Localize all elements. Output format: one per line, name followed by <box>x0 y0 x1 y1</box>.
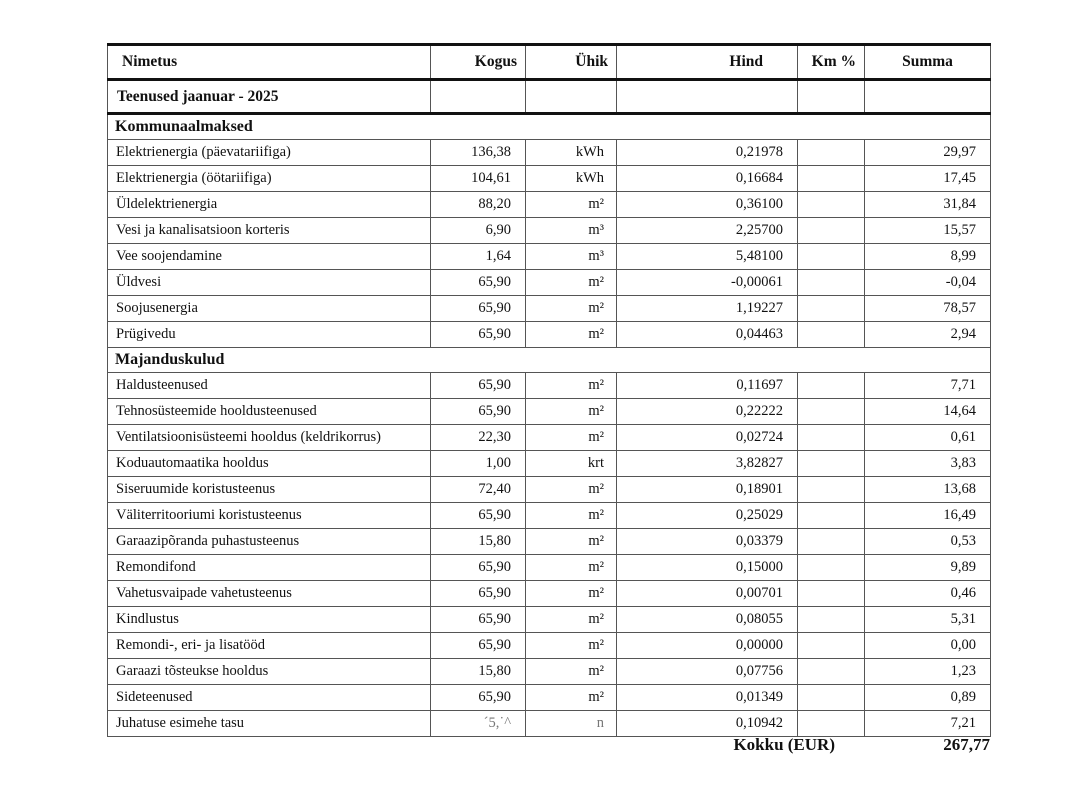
section-title: Kommunaalmaksed <box>108 114 991 140</box>
total-value: 267,77 <box>943 735 990 754</box>
item-price: 0,00000 <box>617 633 798 659</box>
item-vat <box>798 659 865 685</box>
invoice-table <box>107 43 991 737</box>
item-quantity: 65,90 <box>431 685 526 711</box>
item-sum: 16,49 <box>865 503 991 529</box>
total-label: Kokku (EUR) <box>733 735 835 754</box>
item-name: Juhatuse esimehe tasu <box>108 711 431 737</box>
item-vat <box>798 270 865 296</box>
item-quantity: 15,80 <box>431 529 526 555</box>
item-sum: 15,57 <box>865 218 991 244</box>
item-name: Väliterritooriumi koristusteenus <box>108 503 431 529</box>
item-unit: m² <box>526 503 617 529</box>
table-row <box>108 140 991 166</box>
item-name: Üldelektrienergia <box>108 192 431 218</box>
item-quantity: 65,90 <box>431 555 526 581</box>
item-name: Sideteenused <box>108 685 431 711</box>
item-name: Vesi ja kanalisatsioon korteris <box>108 218 431 244</box>
item-vat <box>798 503 865 529</box>
item-vat <box>798 685 865 711</box>
item-unit: m² <box>526 581 617 607</box>
item-price: 2,25700 <box>617 218 798 244</box>
item-sum: 8,99 <box>865 244 991 270</box>
table-row <box>108 244 991 270</box>
item-sum: 7,21 <box>865 711 991 737</box>
item-quantity: 72,40 <box>431 477 526 503</box>
period-row <box>108 80 991 114</box>
item-unit: m² <box>526 270 617 296</box>
item-name: Vee soojendamine <box>108 244 431 270</box>
item-quantity: 1,64 <box>431 244 526 270</box>
item-sum: 0,53 <box>865 529 991 555</box>
item-quantity: 104,61 <box>431 166 526 192</box>
item-sum: 7,71 <box>865 373 991 399</box>
table-row <box>108 477 991 503</box>
item-sum: 9,89 <box>865 555 991 581</box>
table-row <box>108 685 991 711</box>
item-price: 0,00701 <box>617 581 798 607</box>
table-row <box>108 451 991 477</box>
table-header-row <box>108 45 991 80</box>
item-quantity: 65,90 <box>431 633 526 659</box>
item-vat <box>798 399 865 425</box>
item-sum: 1,23 <box>865 659 991 685</box>
item-name: Üldvesi <box>108 270 431 296</box>
item-unit: m² <box>526 685 617 711</box>
item-unit: m³ <box>526 218 617 244</box>
item-sum: 3,83 <box>865 451 991 477</box>
item-price: 0,11697 <box>617 373 798 399</box>
section-header-row <box>108 348 991 373</box>
item-unit: kWh <box>526 166 617 192</box>
item-vat <box>798 244 865 270</box>
item-vat <box>798 581 865 607</box>
table-row <box>108 399 991 425</box>
item-price: 0,01349 <box>617 685 798 711</box>
item-vat <box>798 140 865 166</box>
column-header-name: Nimetus <box>108 45 431 80</box>
item-sum: 14,64 <box>865 399 991 425</box>
section-header-row <box>108 114 991 140</box>
item-name: Remondifond <box>108 555 431 581</box>
column-header-vat: Km % <box>798 45 865 80</box>
item-quantity: 65,90 <box>431 607 526 633</box>
table-row <box>108 503 991 529</box>
item-sum: 2,94 <box>865 322 991 348</box>
item-vat <box>798 218 865 244</box>
item-name: Vahetusvaipade vahetusteenus <box>108 581 431 607</box>
item-unit: krt <box>526 451 617 477</box>
column-header-price: Hind <box>617 45 798 80</box>
item-quantity: 65,90 <box>431 503 526 529</box>
table-row <box>108 659 991 685</box>
item-price: 5,48100 <box>617 244 798 270</box>
item-price: 1,19227 <box>617 296 798 322</box>
item-price: 0,21978 <box>617 140 798 166</box>
item-name: Garaazi tõsteukse hooldus <box>108 659 431 685</box>
item-unit: m² <box>526 555 617 581</box>
period-title: Teenused jaanuar - 2025 <box>108 80 431 114</box>
item-unit: m² <box>526 477 617 503</box>
item-unit: m² <box>526 659 617 685</box>
item-quantity: 88,20 <box>431 192 526 218</box>
item-vat <box>798 373 865 399</box>
table-row <box>108 425 991 451</box>
table-row <box>108 322 991 348</box>
table-row <box>108 373 991 399</box>
item-vat <box>798 607 865 633</box>
item-vat <box>798 633 865 659</box>
item-price: 0,07756 <box>617 659 798 685</box>
item-sum: 31,84 <box>865 192 991 218</box>
item-quantity: 65,90 <box>431 270 526 296</box>
item-name: Ventilatsioonisüsteemi hooldus (keldrikorrus) <box>108 425 431 451</box>
item-quantity: ´5,˙^ <box>431 711 526 737</box>
total-row <box>107 733 990 757</box>
item-vat <box>798 555 865 581</box>
item-price: 0,10942 <box>617 711 798 737</box>
item-price: 0,22222 <box>617 399 798 425</box>
item-quantity: 65,90 <box>431 399 526 425</box>
table-row <box>108 581 991 607</box>
item-quantity: 22,30 <box>431 425 526 451</box>
item-quantity: 6,90 <box>431 218 526 244</box>
item-quantity: 65,90 <box>431 373 526 399</box>
item-unit: m³ <box>526 244 617 270</box>
item-price: 0,25029 <box>617 503 798 529</box>
column-header-sum: Summa <box>865 45 991 80</box>
item-unit: m² <box>526 322 617 348</box>
item-sum: 0,89 <box>865 685 991 711</box>
item-unit: m² <box>526 399 617 425</box>
item-sum: 0,00 <box>865 633 991 659</box>
item-vat <box>798 529 865 555</box>
item-quantity: 65,90 <box>431 296 526 322</box>
item-price: 0,16684 <box>617 166 798 192</box>
item-price: 0,08055 <box>617 607 798 633</box>
table-row <box>108 296 991 322</box>
item-name: Remondi-, eri- ja lisatööd <box>108 633 431 659</box>
item-name: Tehnosüsteemide hooldusteenused <box>108 399 431 425</box>
item-quantity: 15,80 <box>431 659 526 685</box>
item-sum: 78,57 <box>865 296 991 322</box>
column-header-quantity: Kogus <box>431 45 526 80</box>
section-title: Majanduskulud <box>108 348 991 373</box>
item-name: Elektrienergia (öötariifiga) <box>108 166 431 192</box>
table-row <box>108 555 991 581</box>
table-row <box>108 166 991 192</box>
table-row <box>108 607 991 633</box>
item-name: Koduautomaatika hooldus <box>108 451 431 477</box>
item-sum: -0,04 <box>865 270 991 296</box>
item-unit: m² <box>526 607 617 633</box>
item-price: 0,03379 <box>617 529 798 555</box>
item-vat <box>798 425 865 451</box>
item-vat <box>798 192 865 218</box>
item-name: Elektrienergia (päevatariifiga) <box>108 140 431 166</box>
item-name: Kindlustus <box>108 607 431 633</box>
table-row <box>108 218 991 244</box>
item-quantity: 65,90 <box>431 322 526 348</box>
item-price: 0,36100 <box>617 192 798 218</box>
item-sum: 0,46 <box>865 581 991 607</box>
item-unit: m² <box>526 425 617 451</box>
item-sum: 5,31 <box>865 607 991 633</box>
table-row <box>108 270 991 296</box>
item-name: Haldusteenused <box>108 373 431 399</box>
item-sum: 29,97 <box>865 140 991 166</box>
item-name: Prügivedu <box>108 322 431 348</box>
table-row <box>108 529 991 555</box>
item-unit: m² <box>526 296 617 322</box>
item-sum: 13,68 <box>865 477 991 503</box>
item-vat <box>798 322 865 348</box>
table-row <box>108 192 991 218</box>
item-price: -0,00061 <box>617 270 798 296</box>
item-name: Siseruumide koristusteenus <box>108 477 431 503</box>
item-unit: m² <box>526 529 617 555</box>
item-quantity: 136,38 <box>431 140 526 166</box>
item-unit: m² <box>526 192 617 218</box>
item-price: 0,02724 <box>617 425 798 451</box>
item-unit: m² <box>526 373 617 399</box>
column-header-unit: Ühik <box>526 45 617 80</box>
item-vat <box>798 477 865 503</box>
item-unit: kWh <box>526 140 617 166</box>
item-name: Garaazipõranda puhastusteenus <box>108 529 431 555</box>
item-vat <box>798 296 865 322</box>
item-vat <box>798 451 865 477</box>
item-price: 0,15000 <box>617 555 798 581</box>
table-row <box>108 633 991 659</box>
item-name: Soojusenergia <box>108 296 431 322</box>
item-vat <box>798 166 865 192</box>
item-sum: 17,45 <box>865 166 991 192</box>
item-sum: 0,61 <box>865 425 991 451</box>
item-quantity: 1,00 <box>431 451 526 477</box>
item-unit: m² <box>526 633 617 659</box>
item-price: 3,82827 <box>617 451 798 477</box>
invoice-sheet <box>107 43 990 737</box>
item-price: 0,18901 <box>617 477 798 503</box>
item-unit: n <box>526 711 617 737</box>
item-quantity: 65,90 <box>431 581 526 607</box>
item-price: 0,04463 <box>617 322 798 348</box>
